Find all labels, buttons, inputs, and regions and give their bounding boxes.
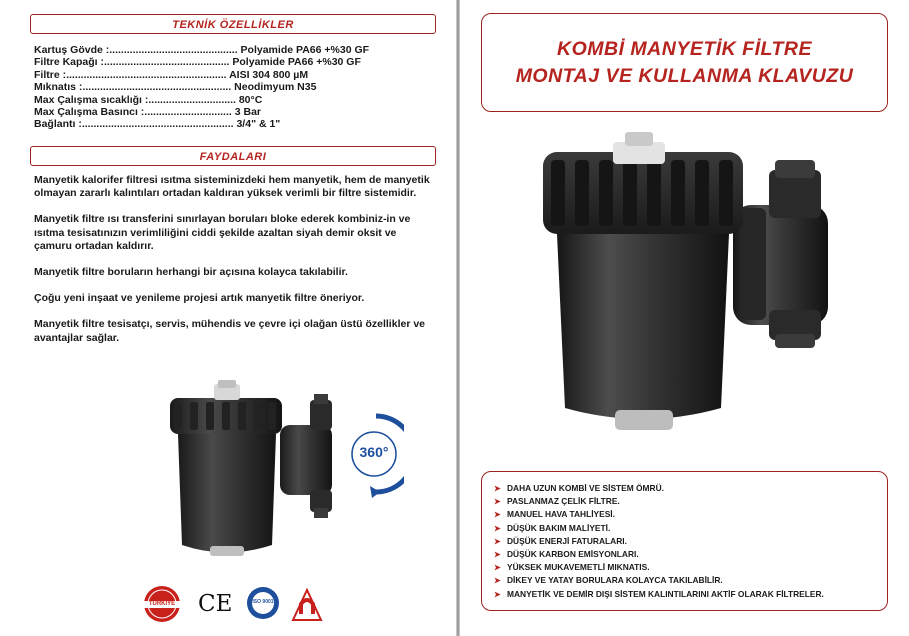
certification-logos [140,584,340,624]
specs-section-header [30,14,436,34]
feature-item: ➤ DÜŞÜK ENERJİ FATURALARI. [494,535,887,548]
product-photo-large [535,130,840,445]
spec-row: Filtre Kapağı :........................................... Polyamide PA66 +%30 GF [34,56,361,69]
arrow-right-icon: ➤ [494,523,501,533]
spec-row: Max Çalışma sıcaklığı :.............................. 80°C [34,93,263,106]
feature-item: ➤ PASLANMAZ ÇELİK FİLTRE. [494,495,887,508]
feature-item: ➤ DİKEY VE YATAY BORULARA KOLAYCA TAKILABİLİR. [494,574,887,587]
arrow-right-icon: ➤ [494,563,501,573]
spec-row: Kartuş Gövde :............................................ Polyamide PA66 +%30 GF [34,44,370,56]
rotation-label: 360° [359,444,389,460]
features-box [481,471,888,611]
ce-mark: CE [198,591,233,617]
benefit-paragraph: Manyetik filtre ısı transferini sınırlayan boruları bloke ederek kombiniz-in ve ısıtma tesisatınızın verimliliğini ciddi şekilde azaltan siyah demir oksit ve çamuru ortadan kaldırır. [34,213,411,252]
made-in-turkiye-badge: TÜRKİYE [140,584,184,624]
cover-title-box [481,13,888,112]
arrow-right-icon: ➤ [494,484,501,493]
benefits-section-title: FAYDALARI [199,151,267,163]
arrow-right-icon: ➤ [494,576,501,586]
spec-row: Max Çalışma Basıncı :.............................. 3 Bar [34,106,262,119]
spec-row: Mıknatıs :................................................... Neodimyum N35 [34,81,317,94]
arrow-right-icon: ➤ [494,536,501,546]
product-photo-small [160,380,350,570]
arrow-right-icon: ➤ [494,550,501,560]
feature-item: ➤ DÜŞÜK BAKIM MALİYETİ. [494,522,887,535]
feature-item: ➤ DAHA UZUN KOMBİ VE SİSTEM ÖMRÜ. [494,482,887,495]
feature-item: ➤ MANUEL HAVA TAHLİYESİ. [494,508,887,521]
cover-title-line-2: MONTAJ VE KULLANMA KLAVUZU [515,64,854,87]
magnet-logo-icon [290,584,324,624]
benefit-paragraph: Çoğu yeni inşaat ve yenileme projesi artık manyetik filtre öneriyor. [34,292,365,305]
cover-title-line-1: KOMBİ MANYETİK FİLTRE [557,37,812,60]
benefits-text [34,174,434,358]
feature-item: ➤ DÜŞÜK KARBON EMİSYONLARI. [494,548,887,561]
feature-item: ➤ MANYETİK VE DEMİR DIŞI SİSTEM KALINTILARINI AKTİF OLARAK FİLTRELER. [494,588,887,601]
feature-item: ➤ YÜKSEK MUKAVEMETLİ MIKNATIS. [494,561,887,574]
arrow-right-icon: ➤ [494,510,501,520]
benefits-section-header [30,146,436,166]
spec-row: Bağlantı :.................................................... 3/4" & 1" [34,118,281,131]
page-fold [456,0,460,636]
specs-section-title: TEKNİK ÖZELLİKLER [172,19,294,31]
specs-list [34,44,434,131]
iso-9001-badge: ISO 9001 [246,584,280,624]
arrow-right-icon: ➤ [494,497,501,507]
benefit-paragraph: Manyetik filtre tesisatçı, servis, mühendis ve çevre içi olağan üstü özellikler ve avantajlar sağlar. [34,318,426,344]
benefit-paragraph: Manyetik kalorifer filtresi ısıtma sisteminizdeki hem manyetik, hem de manyetik olmayan zararlı kalıntıları ortadan kaldıran yüksek verimli bir filtre sistemidir. [34,174,430,200]
benefit-paragraph: Manyetik filtre boruların herhangi bir açısına kolayca takılabilir. [34,266,348,279]
arrow-right-icon: ➤ [494,589,501,599]
spec-row: Filtre :....................................................... AISI 304 800 µM [34,68,309,81]
